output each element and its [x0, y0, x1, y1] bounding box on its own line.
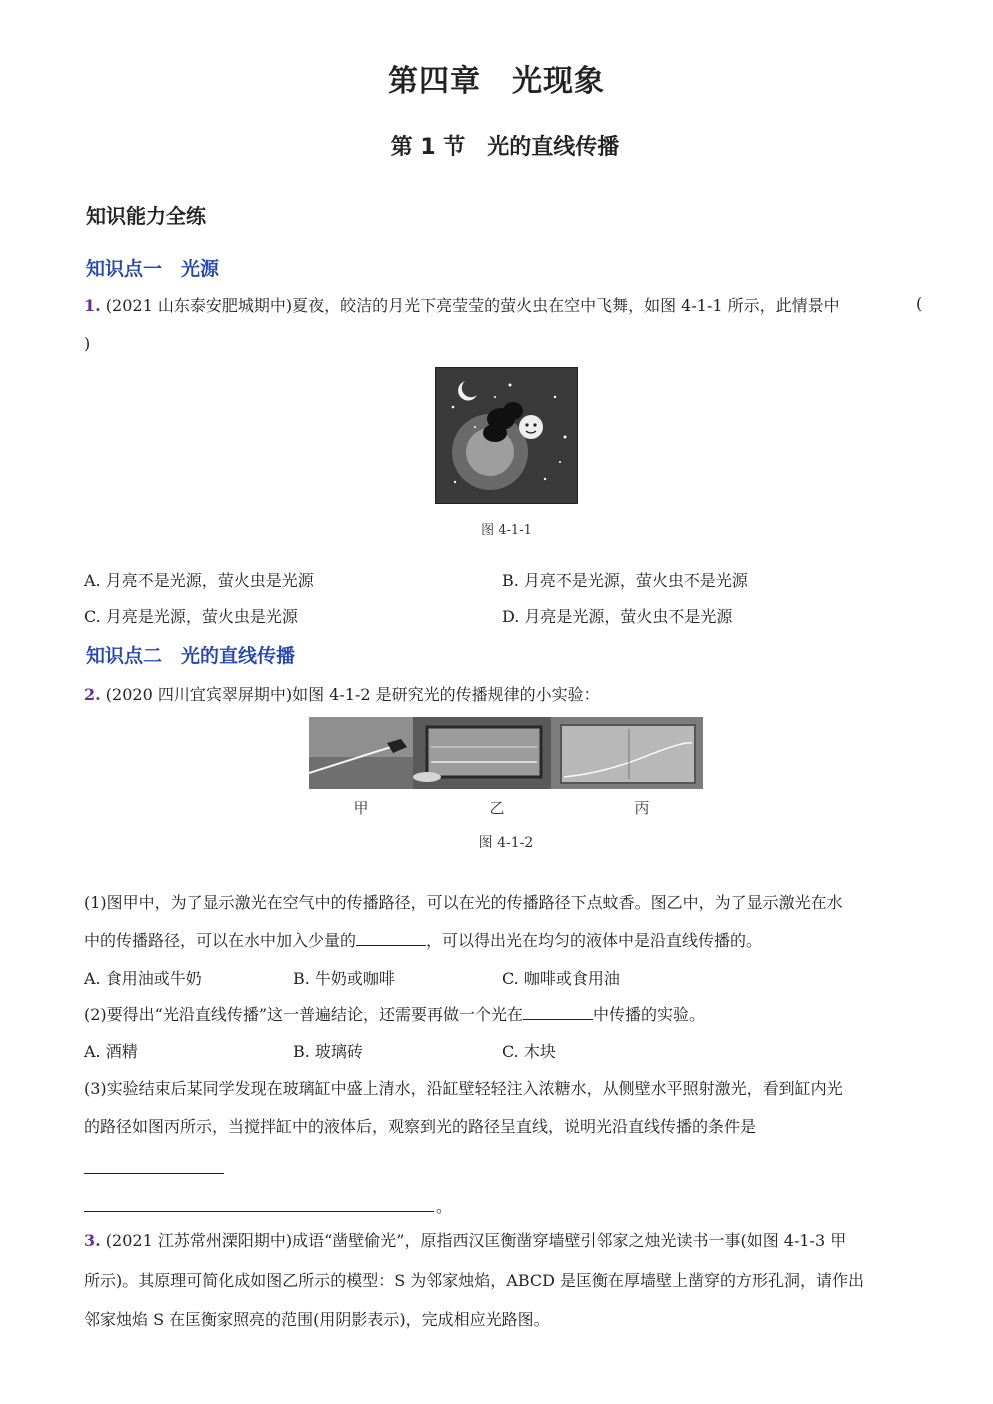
answer-paren-open: ( [916, 294, 923, 313]
q2-part3-end: 。 [436, 1197, 453, 1216]
experiment-photos-figure [309, 717, 703, 789]
q2-part1-text-a: 中的传播路径，可以在水中加入少量的 [84, 931, 357, 950]
q2-option-1c[interactable]: C. 咖啡或食用油 [502, 969, 620, 988]
q2-part3-line1: (3)实验结束后某同学发现在玻璃缸中盛上清水，沿缸壁轻轻注入浓糖水，从侧壁水平照射激光，看到缸内光 [84, 1079, 843, 1098]
knowledge-point-1: 知识点一 光源 [86, 258, 220, 280]
q2-part2-text-a: (2)要得出“光沿直线传播”这一普遍结论，还需要再做一个光在 [84, 1005, 524, 1024]
question-number: 1. [84, 296, 101, 315]
q2-part3-line2: 的路径如图丙所示，当搅拌缸中的液体后，观察到光的路径呈直线，说明光沿直线传播的条件是 [84, 1117, 757, 1136]
q2-option-2a[interactable]: A. 酒精 [84, 1042, 138, 1061]
q2-option-2c[interactable]: C. 木块 [502, 1042, 556, 1061]
figure-label-bing: 丙 [634, 799, 650, 817]
answer-blank-3a[interactable] [84, 1173, 224, 1174]
question-3-line2: 所示)。其原理可简化成如图乙所示的模型：S 为邻家烛焰，ABCD 是匡衡在厚墙壁上凿穿的方形孔洞，请作出 [84, 1271, 865, 1290]
question-2-text [84, 683, 924, 707]
firefly-moon-figure [435, 367, 578, 504]
q2-option-1a[interactable]: A. 食用油或牛奶 [84, 969, 202, 988]
question-3-line3: 邻家烛焰 S 在匡衡家照亮的范围(用阴影表示)，完成相应光路图。 [84, 1310, 550, 1329]
question-3-text-1: (2021 江苏常州溧阳期中)成语“凿壁偷光”，原指西汉匡衡凿穿墙壁引邻家之烛光读书一事(如图 4-1-3 甲 [105, 1231, 847, 1250]
option-a[interactable]: A. 月亮不是光源，萤火虫是光源 [84, 571, 314, 590]
question-number: 2. [84, 685, 101, 704]
answer-blank-2[interactable] [523, 1005, 593, 1020]
figure-caption-4-1-2: 图 4-1-2 [478, 835, 534, 851]
option-b[interactable]: B. 月亮不是光源，萤火虫不是光源 [502, 571, 748, 590]
q2-option-2b[interactable]: B. 玻璃砖 [293, 1042, 363, 1061]
figure-caption-4-1-1: 图 4-1-1 [481, 523, 532, 538]
question-stem: (2020 四川宜宾翠屏期中)如图 4-1-2 是研究光的传播规律的小实验： [105, 685, 600, 704]
q2-part1-line2 [84, 929, 924, 953]
knowledge-point-2: 知识点二 光的直线传播 [86, 645, 296, 667]
figure-label-yi: 乙 [489, 799, 505, 817]
question-3-line1 [84, 1229, 924, 1253]
question-number: 3. [84, 1231, 101, 1250]
question-1-text [84, 294, 924, 318]
q2-part2-line [84, 1003, 924, 1027]
answer-blank-3b[interactable] [84, 1211, 434, 1212]
q2-option-1b[interactable]: B. 牛奶或咖啡 [293, 969, 395, 988]
q2-part1-line1: (1)图甲中，为了显示激光在空气中的传播路径，可以在光的传播路径下点蚊香。图乙中，为了显示激光在水 [84, 893, 843, 912]
option-c[interactable]: C. 月亮是光源，萤火虫是光源 [84, 607, 298, 626]
part-title: 知识能力全练 [86, 204, 206, 228]
chapter-title: 第四章 光现象 [388, 64, 605, 99]
figure-label-jia: 甲 [353, 799, 369, 817]
q2-part2-text-b: 中传播的实验。 [593, 1005, 706, 1024]
answer-blank-1[interactable] [356, 931, 426, 946]
option-d[interactable]: D. 月亮是光源，萤火虫不是光源 [502, 607, 733, 626]
q2-part1-text-b: ，可以得出光在均匀的液体中是沿直线传播的。 [426, 931, 763, 950]
question-stem: (2021 山东泰安肥城期中)夏夜，皎洁的月光下亮莹莹的萤火虫在空中飞舞，如图 4-1-1 所示，此情景中 [105, 296, 840, 315]
answer-paren-close: ) [84, 334, 91, 353]
section-title: 第 1 节 光的直线传播 [390, 135, 620, 160]
